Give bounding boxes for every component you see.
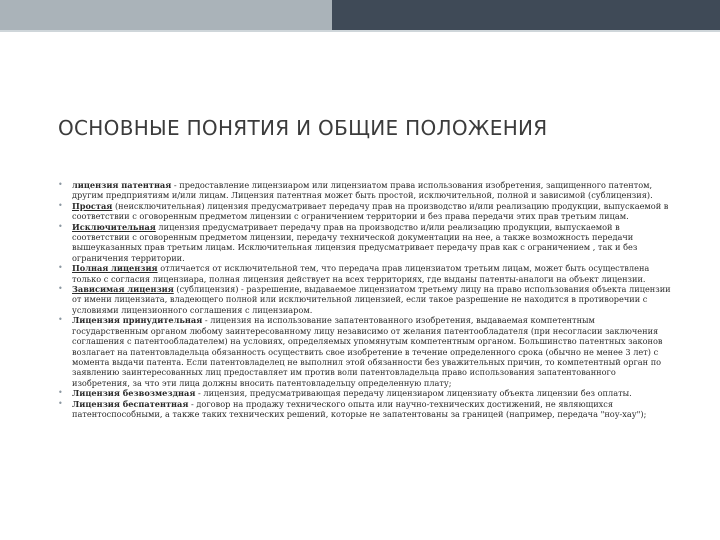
definition-text: отличается от исключительной тем, что передача прав лицензиатом третьим лицам, может быть осуществлена только с согласия лицензиара, полная лицензия действует на всех территориях, где выданы патенты-аналоги на объект лицензии. — [72, 263, 650, 284]
definition-text: - договор на продажу технического опыта или научно-технических достижений, не являющихся патентоспособными, а также таких технических решений, которые не запатентованы за границей (например, передача "ноу-хау"); — [72, 398, 647, 419]
definition-text: (сублицензия) - разрешение, выдаваемое лицензиатом третьему лицу на право использования объекта лицензии от имени лицензиата, владеющего полной или исключительной лицензией, если такое разрешение не находится в противоречии с условиями лицензионного соглашения с лицензиаром. — [72, 284, 671, 315]
list-item-simple — [58, 201, 672, 222]
bullet-icon: • — [58, 388, 63, 398]
term-label: лицензия патентная — [72, 180, 172, 190]
list-item-exclusive — [58, 222, 672, 264]
term-label: Полная лицензия — [72, 263, 158, 274]
list-item-compulsory — [58, 315, 672, 388]
bullet-icon: • — [58, 398, 63, 408]
header-band-dark — [332, 0, 720, 30]
bullet-icon: • — [58, 263, 63, 273]
bullet-icon: • — [58, 284, 63, 294]
bullet-icon: • — [58, 315, 63, 325]
definition-text: - предоставление лицензиаром или лицензиатом права использования изобретения, защищенного патентом, другим предприятиям и/или лицам. Лицензия патентная может быть простой, исключительной, полной и зависимой (сублицензия). — [72, 180, 653, 201]
header-divider — [0, 30, 720, 32]
bullet-icon: • — [58, 221, 63, 231]
definition-text: - лицензия на использование запатентованного изобретения, выдаваемая компетентным государственным органом любому заинтересованному лицу независимо от желания патентообладателя (при несогласии заключения соглашения с патентообладателем) на условиях, определяемых упомянутым компетентным органом. Большинство патентных законов возлагает на патентовладельца обязанность осуществить свое изобретение в течение определенного срока (обычно не менее 3 лет) с момента выдачи патента. Если патентовладелец не выполнил этой обязанности без уважительных причин, то компетентный орган по заявлению заинтересованных лиц предоставляет им против воли патентовладельца право использования запатентованного изобретения, за что эти лица должны вносить патентовладельцу определенную плату; — [72, 315, 663, 388]
term-label: Простая — [72, 200, 113, 211]
term-label: Лицензия безвозмездная — [72, 388, 196, 399]
term-label: Лицензия принудительная — [72, 315, 203, 326]
list-item-non-patent — [58, 399, 672, 420]
list-item-license-patent — [58, 180, 672, 201]
definition-list — [58, 180, 672, 419]
definition-text: лицензия предусматривает передачу прав на производство и/или реализацию продукции, выпускаемой в соответствии с оговоренным предметом лицензии, передачу технической документации на нее, а также возможность передачи вышеуказанных прав третьим лицам. Исключительная лицензия предусматривает передачу прав как с ограничением , так и без ограничения территории. — [72, 221, 638, 263]
term-label: Лицензия беспатентная — [72, 398, 189, 409]
term-label: Зависимая лицензия — [72, 284, 174, 295]
bullet-icon: • — [58, 180, 63, 189]
bullet-icon: • — [58, 200, 63, 210]
definition-text: - лицензия, предусматривающая передачу лицензиаром лицензиату объекта лицензии без оплаты. — [195, 388, 632, 399]
list-item-dependent — [58, 284, 672, 315]
term-label: Исключительная — [72, 221, 156, 232]
list-item-full — [58, 263, 672, 284]
list-item-free — [58, 388, 672, 398]
definition-text: (неисключительная) лицензия предусматривает передачу прав на производство и/или реализацию продукции, выпускаемой в соответствии с оговоренным предметом лицензии с ограничением территории и без права передачи этих прав третьим лицам. — [72, 200, 669, 222]
slide-title: ОСНОВНЫЕ ПОНЯТИЯ И ОБЩИЕ ПОЛОЖЕНИЯ — [58, 116, 548, 140]
